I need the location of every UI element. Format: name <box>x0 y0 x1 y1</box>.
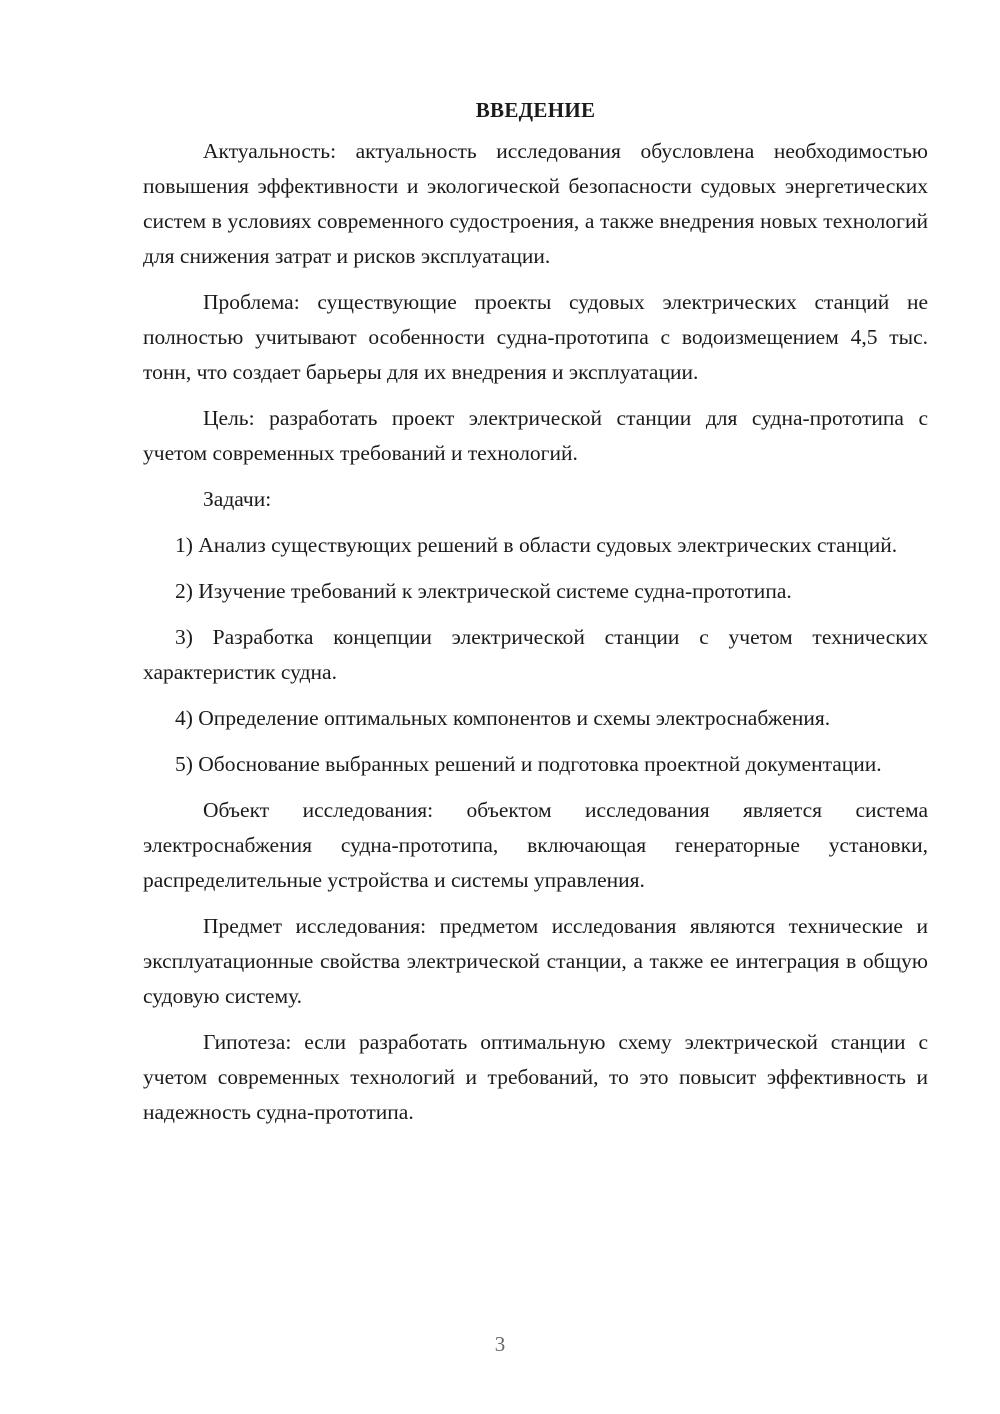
task-item-3: 3) Разработка концепции электрической станции с учетом технических характеристик судна. <box>143 625 928 684</box>
task-item-1: 1) Анализ существующих решений в области судовых электрических станций. <box>175 533 898 557</box>
task-item-4: 4) Определение оптимальных компонентов и схемы электроснабжения. <box>175 706 831 730</box>
paragraph-problem: Проблема: существующие проекты судовых электрических станций не полностью учитывают особенности судна-прототипа с водоизмещением 4,5 тыс. тонн, что создает барьеры для их внедрения и эксплуатации. <box>143 290 928 384</box>
section-title: ВВЕДЕНИЕ <box>475 98 596 122</box>
paragraph-subject: Предмет исследования: предметом исследования являются технические и эксплуатационные свойства электрической станции, а также ее интеграция в общую судовую систему. <box>143 914 928 1008</box>
task-item-2: 2) Изучение требований к электрической системе судна-прототипа. <box>175 579 792 603</box>
task-item-5: 5) Обоснование выбранных решений и подготовка проектной документации. <box>175 752 882 776</box>
paragraph-tasks-heading: Задачи: <box>203 487 272 511</box>
paragraph-object: Объект исследования: объектом исследования является система электроснабжения судна-прототипа, включающая генераторные установки, распределительные устройства и системы управления. <box>143 798 928 892</box>
paragraph-goal: Цель: разработать проект электрической станции для судна-прототипа с учетом современных требований и технологий. <box>143 406 928 465</box>
page-number: 3 <box>494 1332 506 1356</box>
paragraph-relevance: Актуальность: актуальность исследования обусловлена необходимостью повышения эффективности и экологической безопасности судовых энергетических систем в условиях современного судостроения, а также внедрения новых технологий для снижения затрат и рисков эксплуатации. <box>143 139 928 268</box>
paragraph-hypothesis: Гипотеза: если разработать оптимальную схему электрической станции с учетом современных технологий и требований, то это повысит эффективность и надежность судна-прототипа. <box>143 1030 928 1124</box>
document-body <box>143 95 928 1141</box>
